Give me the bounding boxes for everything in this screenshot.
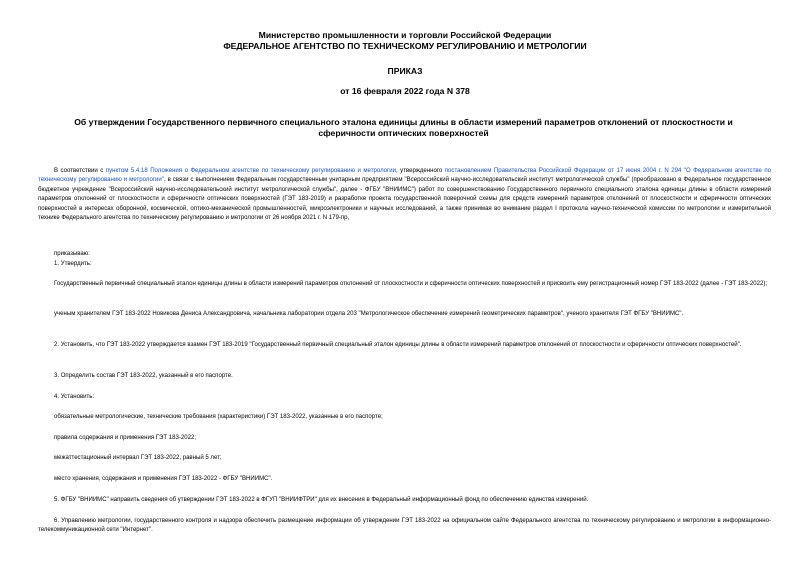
paragraph-4a: обязательные метрологические, технические требования (характеристики) ГЭТ 183-2022, указанные в его паспорте;	[54, 414, 383, 420]
paragraph-1b: ученым хранителем ГЭТ 183-2022 Новикова Дениса Александровича, начальника лаборатории отдела 203 "Метрологическое обеспечение измерений геометрических параметров", ученого хранителя ГЭТ ФГБУ "ВНИИМС".	[54, 311, 684, 317]
ministry-name: Министерство промышленности и торговли Российской Федерации	[258, 30, 552, 40]
document-date-number: от 16 февраля 2022 года N 378	[340, 86, 470, 96]
preamble-text-2: , утвержденного	[396, 168, 445, 174]
paragraph-4b: правила содержания и применения ГЭТ 183-2022;	[54, 435, 197, 441]
paragraph-6: 6. Управлению метрологии, государственного контроля и надзора обеспечить размещение информации об утверждении ГЭТ 183-2022 на официальном сайте Федерального агентства по техническому регулированию и метрологии в информационно-телекоммуникационной сети "Интернет".	[38, 518, 771, 534]
paragraph-4: 4. Установить:	[54, 394, 95, 400]
preamble-text-3: , в связи с выполнением Федеральным государственным унитарным предприятием "Всероссийский научно-исследовательский институт метрологической службы" (преобразовано в Федеральное государственное бюджетное учреждение "Всероссийский научно-исследовательский институт метрологической службы", далее - ФГБУ "ВНИИМС") работ по совершенствованию Государственного первичного специального эталона единицы длины в области измерений параметров отклонений от плоскостности и сферичности оптических поверхностей (ГЭТ 183-2019) и разработке проекта государственной поверочной схемы для средств измерений параметров отклонений от плоскостности и сферичности оптических поверхностей в интересах оборонной, космической, оптико-механической промышленностей, микроэлектроники и научных исследований, а также принимая во внимание раздел I протокола научно-технической комиссии по метрологии и измерительной технике Федерального агентства по техническому регулированию и метрологии от 26 ноября 2021 г. N 179-пр,	[38, 177, 771, 222]
agency-name: ФЕДЕРАЛЬНОЕ АГЕНТСТВО ПО ТЕХНИЧЕСКОМУ РЕГУЛИРОВАНИЮ И МЕТРОЛОГИИ	[223, 41, 587, 51]
paragraph-4d: место хранения, содержания и применения ГЭТ 183-2022 - ФГБУ "ВНИИМС".	[54, 476, 273, 482]
order-word: приказываю:	[54, 251, 90, 257]
document-type: ПРИКАЗ	[387, 66, 423, 76]
regulation-link[interactable]: пунктом 5.4.18 Положения о Федеральном агентстве по техническому регулированию и метрологии	[105, 168, 396, 174]
government-decree-link[interactable]: постановлением Правительства Российской Федерации от 17 июня 2004 г. N 294 "О Федеральном агентстве по техническому регулированию и метрологии"	[38, 168, 772, 184]
document-title-line2: сферичности оптических поверхностей	[318, 128, 489, 138]
preamble-text-1: В соответствии с	[54, 168, 106, 174]
document-title-line1: Об утверждении Государственного первичного специального эталона единицы длины в области измерений параметров отклонений от плоскостности и	[74, 117, 733, 127]
paragraph-1a: Государственный первичный специальный эталон единицы длины в области измерений параметров отклонений от плоскостности и сферичности оптических поверхностей и присвоить ему регистрационный номер ГЭТ 183-2022 (далее - ГЭТ 183-2022);	[54, 281, 768, 287]
paragraph-4c: межаттестационный интервал ГЭТ 183-2022, равный 5 лет;	[54, 455, 222, 461]
preamble-paragraph	[38, 167, 771, 223]
paragraph-1: 1. Утвердить:	[54, 261, 92, 267]
paragraph-2: 2. Установить, что ГЭТ 183-2022 утверждается взамен ГЭТ 183-2019 "Государственный первичный специальный эталон единицы длины в области измерений параметров отклонений от плоскостности и сферичности оптических поверхностей".	[54, 342, 742, 348]
paragraph-5: 5. ФГБУ "ВНИИМС" направить сведения об утверждении ГЭТ 183-2022 в ФГУП "ВНИИФТРИ" для их внесения в Федеральный информационный фонд по обеспечению единства измерений.	[54, 497, 589, 503]
paragraph-3: 3. Определить состав ГЭТ 183-2022, указанный в его паспорте.	[54, 373, 233, 379]
